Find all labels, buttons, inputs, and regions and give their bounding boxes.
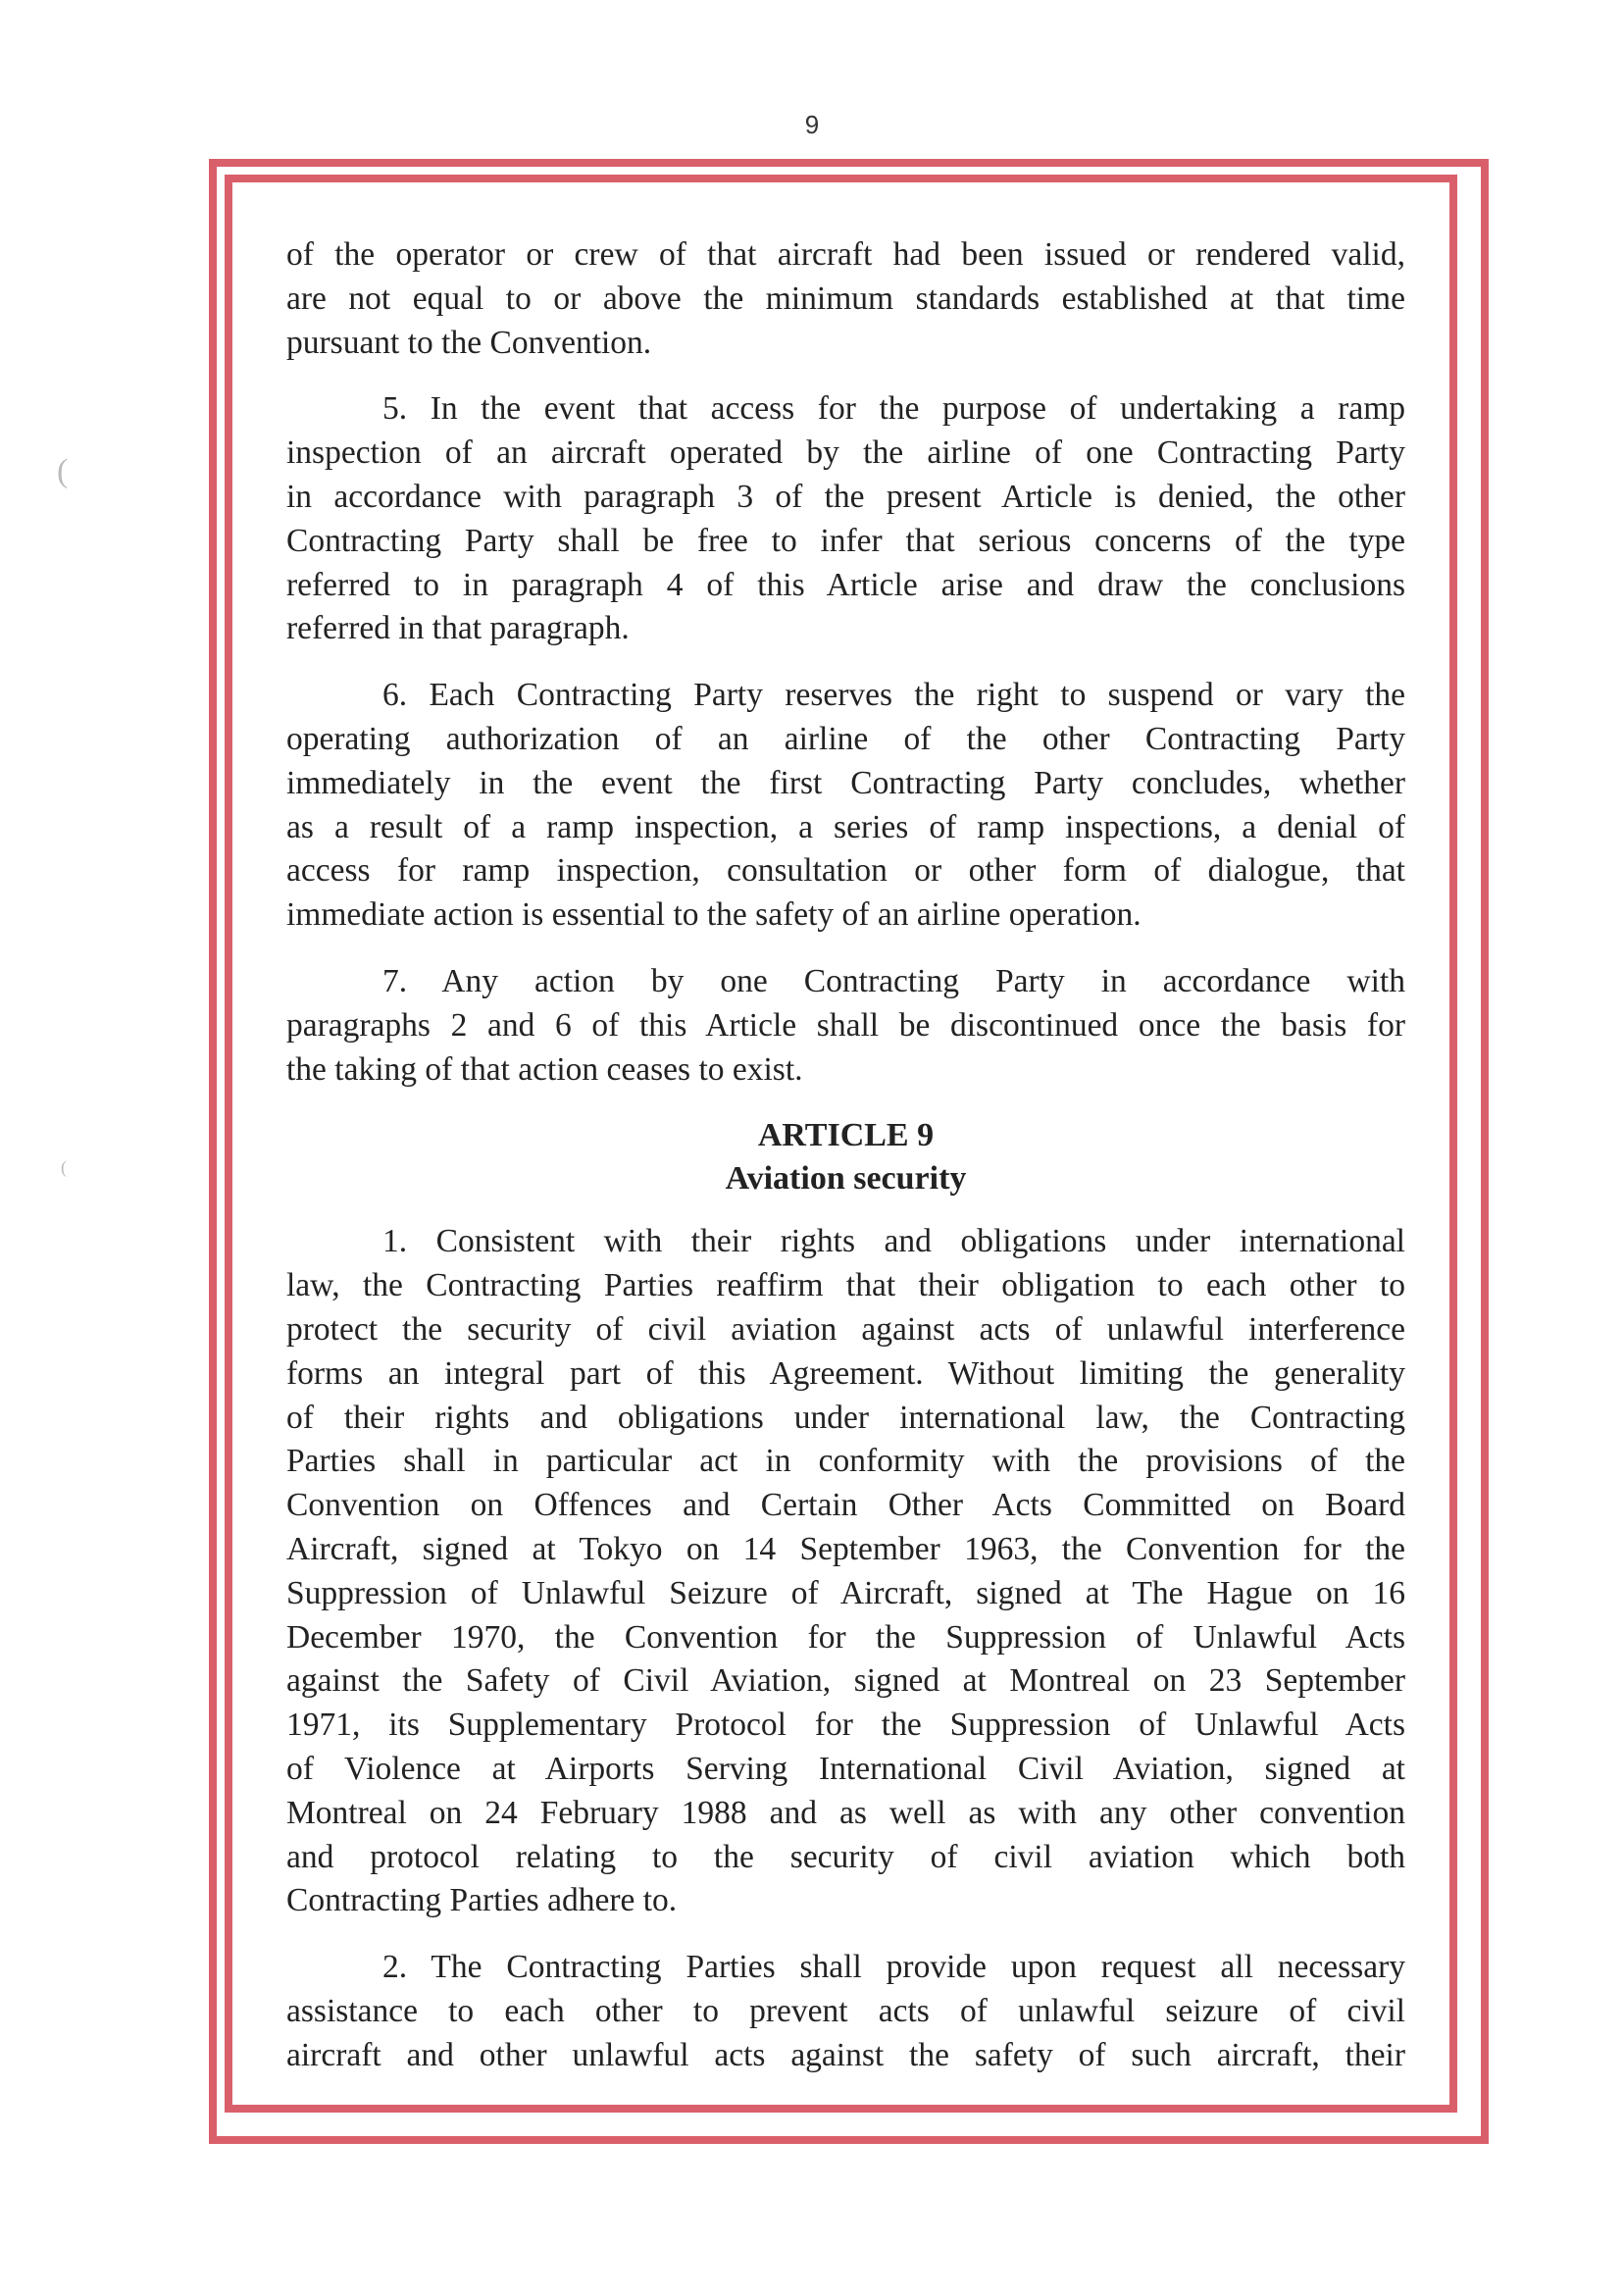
text-line: Convention on Offences and Certain Other Acts Committed on Board	[286, 1487, 1405, 1524]
paragraph	[286, 1946, 1405, 2077]
document-body	[286, 233, 1405, 2100]
text-line: are not equal to or above the minimum standards established at that time	[286, 280, 1405, 317]
paragraph	[286, 960, 1405, 1092]
text-line: of Violence at Airports Serving International Civil Aviation, signed at	[286, 1750, 1405, 1787]
text-line: forms an integral part of this Agreement. Without limiting the generality	[286, 1354, 1405, 1392]
punch-hole-mark: (	[57, 453, 69, 489]
text-line: 1971, its Supplementary Protocol for the Suppression of Unlawful Acts	[286, 1707, 1405, 1744]
paragraph	[286, 233, 1405, 365]
punch-hole-mark: (	[61, 1157, 67, 1177]
text-line: aircraft and other unlawful acts against the safety of such aircraft, their	[286, 2036, 1405, 2073]
text-line: the taking of that action ceases to exist.	[286, 1050, 803, 1088]
text-line: pursuant to the Convention.	[286, 324, 652, 361]
text-line: of the operator or crew of that aircraft had been issued or rendered valid,	[286, 236, 1405, 273]
text-line: of their rights and obligations under international law, the Contracting	[286, 1399, 1405, 1436]
text-line: and protocol relating to the security of civil aviation which both	[286, 1838, 1405, 1875]
text-line: operating authorization of an airline of the other Contracting Party	[286, 720, 1405, 757]
text-line: Contracting Parties adhere to.	[286, 1882, 678, 1919]
text-line: paragraphs 2 and 6 of this Article shall be discontinued once the basis for	[286, 1006, 1405, 1044]
text-line: Parties shall in particular act in conformity with the provisions of the	[286, 1443, 1405, 1480]
text-line: protect the security of civil aviation against acts of unlawful interference	[286, 1310, 1405, 1348]
text-line: 7. Any action by one Contracting Party in accordance with	[382, 962, 1405, 999]
text-line: December 1970, the Convention for the Suppression of Unlawful Acts	[286, 1618, 1405, 1656]
text-line: law, the Contracting Parties reaffirm that their obligation to each other to	[286, 1267, 1405, 1304]
paragraphs-before-article	[286, 233, 1405, 1092]
text-line: 5. In the event that access for the purpose of undertaking a ramp	[382, 390, 1405, 428]
article-number: ARTICLE 9	[757, 1117, 935, 1154]
text-line: inspection of an aircraft operated by the airline of one Contracting Party	[286, 434, 1405, 472]
text-line: 6. Each Contracting Party reserves the right to suspend or vary the	[382, 677, 1405, 714]
paragraphs-after-article	[286, 1220, 1405, 2077]
paragraph	[286, 387, 1405, 651]
text-line: access for ramp inspection, consultation or other form of dialogue, that	[286, 852, 1405, 890]
text-line: Contracting Party shall be free to infer that serious concerns of the type	[286, 522, 1405, 559]
article-title: Aviation security	[725, 1160, 967, 1198]
text-line: Aircraft, signed at Tokyo on 14 September 1963, the Convention for the	[286, 1530, 1405, 1567]
text-line: referred to in paragraph 4 of this Article arise and draw the conclusions	[286, 566, 1405, 603]
text-line: 1. Consistent with their rights and obligations under international	[382, 1223, 1405, 1260]
text-line: Montreal on 24 February 1988 and as well as with any other convention	[286, 1794, 1405, 1831]
page-number: 9	[804, 110, 820, 139]
text-line: immediate action is essential to the safety of an airline operation.	[286, 896, 1142, 934]
article-heading	[286, 1114, 1405, 1200]
text-line: referred in that paragraph.	[286, 610, 630, 647]
text-line: as a result of a ramp inspection, a series of ramp inspections, a denial of	[286, 808, 1405, 845]
text-line: assistance to each other to prevent acts of unlawful seizure of civil	[286, 1992, 1405, 2029]
text-line: in accordance with paragraph 3 of the present Article is denied, the other	[286, 478, 1405, 515]
text-line: immediately in the event the first Contracting Party concludes, whether	[286, 764, 1405, 801]
text-line: Suppression of Unlawful Seizure of Aircraft, signed at The Hague on 16	[286, 1574, 1405, 1611]
text-line: against the Safety of Civil Aviation, signed at Montreal on 23 September	[286, 1662, 1405, 1700]
paragraph	[286, 674, 1405, 938]
text-line: 2. The Contracting Parties shall provide upon request all necessary	[382, 1949, 1405, 1986]
paragraph	[286, 1220, 1405, 1923]
